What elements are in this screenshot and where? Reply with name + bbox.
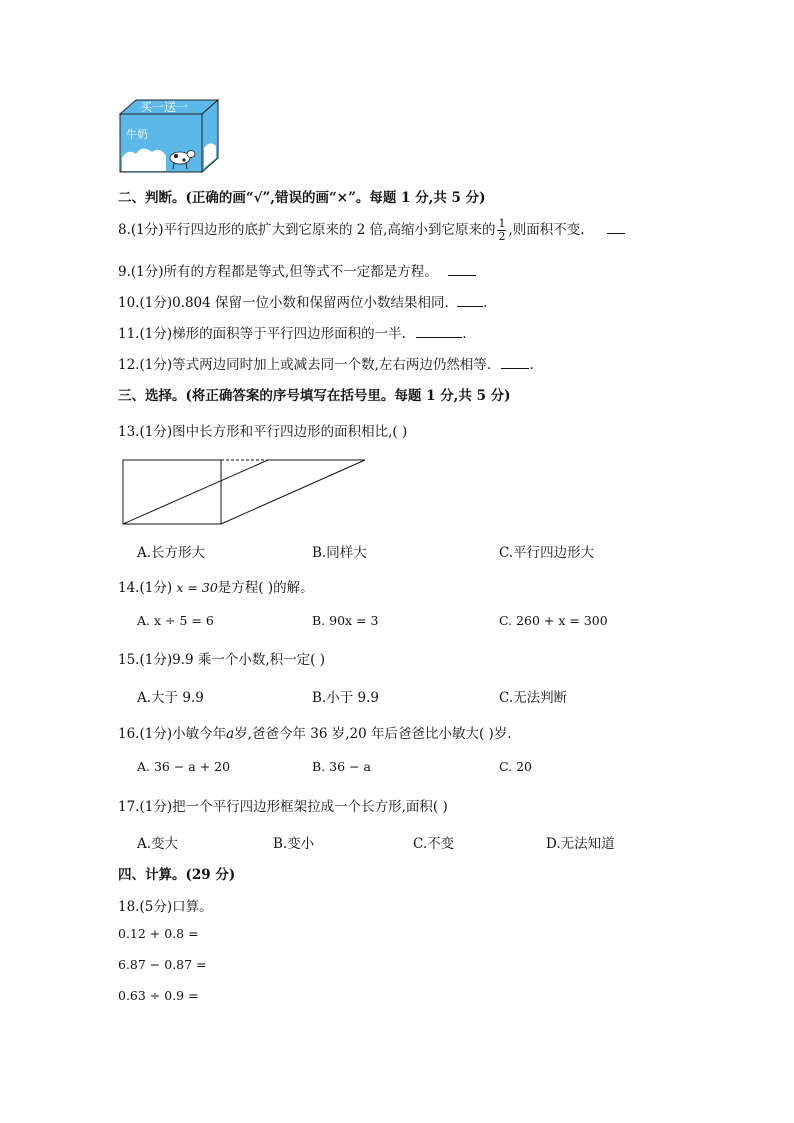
q15-option-c[interactable]: C.无法判断 [499,690,568,706]
q14-expression: x = 30 [176,580,218,595]
question-12 [118,353,534,373]
question-10 [118,291,487,311]
section2-heading: 二、判断。(正确的画“√”,错误的画“×”。每题 1 分,共 5 分) [118,190,486,206]
q9-text: 9.(1分)所有的方程都是等式,但等式不一定都是方程。 [118,264,438,280]
q11-text: 11.(1分)梯形的面积等于平行四边形面积的一半. [118,326,406,342]
q8-suffix: ,则面积不变. [508,222,585,238]
q16-suffix: 岁,爸爸今年 36 岁,20 年后爸爸比小敏大( )岁. [234,726,512,742]
q14-suffix: 是方程( )的解。 [217,580,314,596]
question-11 [118,322,466,342]
q17-option-a[interactable]: A.变大 [137,836,179,852]
calc-item-2: 6.87 − 0.87 = [118,957,207,972]
question-9 [118,260,476,280]
section4-heading: 四、计算。(29 分) [118,867,236,883]
q10-text: 10.(1分)0.804 保留一位小数和保留两位小数结果相同. [118,295,449,311]
q16-option-a[interactable]: A. 36 − a + 20 [137,759,231,774]
q10-answer-blank[interactable] [457,292,483,307]
calc-item-3: 0.63 ÷ 0.9 = [118,988,199,1003]
q14-prefix: 14.(1分) [118,580,173,596]
q13-option-b[interactable]: B.同样大 [312,545,367,561]
calc-item-1: 0.12 + 0.8 = [118,926,199,941]
milk-box-top-text: 买一送一 [140,100,189,114]
question-16 [118,722,512,742]
q17-option-b[interactable]: B.变小 [273,836,315,852]
question-8 [118,218,625,243]
q8-answer-blank[interactable] [607,219,625,234]
question-15: 15.(1分)9.9 乘一个小数,积一定( ) [118,652,325,668]
q9-answer-blank[interactable] [448,261,476,276]
q15-option-a[interactable]: A.大于 9.9 [137,690,204,706]
q12-text: 12.(1分)等式两边同时加上或减去同一个数,左右两边仍然相等. [118,357,492,373]
rectangle-parallelogram-figure [120,456,370,528]
q8-prefix: 8.(1分)平行四边形的底扩大到它原来的 2 倍,高缩小到它原来的 [118,222,496,238]
question-13: 13.(1分)图中长方形和平行四边形的面积相比,( ) [118,424,408,440]
section3-heading: 三、选择。(将正确答案的序号填写在括号里。每题 1 分,共 5 分) [118,388,511,404]
q17-option-d[interactable]: D.无法知道 [546,836,615,852]
q14-option-a[interactable]: A. x ÷ 5 = 6 [137,613,214,628]
question-18: 18.(5分)口算。 [118,899,213,915]
q15-option-b[interactable]: B.小于 9.9 [312,690,379,706]
q12-tail: . [529,357,534,373]
q16-option-b[interactable]: B. 36 − a [312,759,371,774]
milk-box-side-text: 牛奶 [126,128,148,141]
q8-fraction: $\frac{1}{2}$ [498,217,506,243]
q14-option-b[interactable]: B. 90x = 3 [312,613,379,628]
q11-tail: . [462,326,467,342]
q14-option-c[interactable]: C. 260 + x = 300 [499,613,608,628]
question-17: 17.(1分)把一个平行四边形框架拉成一个长方形,面积( ) [118,799,448,815]
q16-variable: a [226,726,235,742]
q16-option-c[interactable]: C. 20 [499,759,532,774]
q11-answer-blank[interactable] [416,323,462,338]
q13-option-c[interactable]: C.平行四边形大 [499,545,595,561]
q12-answer-blank[interactable] [501,354,529,369]
q16-prefix: 16.(1分)小敏今年 [118,726,227,742]
milk-box-illustration [118,98,222,174]
q17-option-c[interactable]: C.不变 [413,836,455,852]
question-14 [118,576,314,596]
q10-tail: . [483,295,488,311]
q13-option-a[interactable]: A.长方形大 [137,545,206,561]
